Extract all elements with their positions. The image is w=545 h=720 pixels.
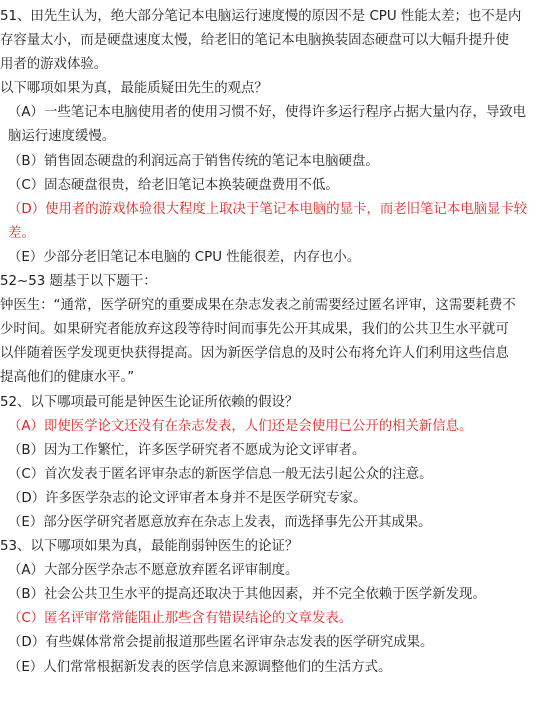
passage-line: 钟医生：“通常，医学研究的重要成果在杂志发表之前需要经过匿名评审，这需要耗费不	[0, 298, 516, 314]
option-line: （B）因为工作繁忙，许多医学研究者不愿成为论文评审者。	[8, 442, 366, 458]
q52-option-e	[0, 511, 545, 535]
q51-option-c	[0, 174, 545, 198]
option-line: （A）大部分医学杂志不愿意放弃匿名评审制度。	[8, 563, 299, 579]
q52-option-b	[0, 439, 545, 463]
q51-stem-line: 存容量太小，而是硬盘速度太慢，给老旧的笔记本电脑换装固态硬盘可以大幅升提升使	[0, 33, 509, 49]
q51-option-a	[0, 101, 545, 149]
q52-option-a-answer	[0, 415, 545, 439]
q53-option-e	[0, 656, 545, 680]
q51-stem-line: 51、田先生认为，绝大部分笔记本电脑运行速度慢的原因不是 CPU 性能太差；也不是内	[0, 9, 522, 24]
q52-question: 52、以下哪项最可能是钟医生论证所依赖的假设？	[0, 394, 299, 410]
option-line: （C）固态硬盘很贵，给老旧笔记本换装硬盘费用不低。	[8, 177, 339, 193]
q53-option-b	[0, 583, 545, 607]
option-line: （E）少部分老旧笔记本电脑的 CPU 性能很差，内存也小。	[8, 249, 361, 265]
option-line: （D）许多医学杂志的论文评审者本身并不是医学研究专家。	[8, 490, 367, 506]
q53-option-d	[0, 631, 545, 655]
passage	[0, 294, 545, 390]
option-line: 差。	[8, 225, 35, 241]
q51-question: 以下哪项如果为真，最能质疑田先生的观点？	[0, 81, 268, 97]
question-51	[0, 5, 545, 270]
q52-option-d	[0, 487, 545, 511]
option-line: （C）首次发表于匿名评审杂志的新医学信息一般无法引起公众的注意。	[8, 466, 433, 482]
q51-stem-line: 用者的游戏体验。	[0, 57, 108, 73]
q51-option-b	[0, 150, 545, 174]
option-line: （A）一些笔记本电脑使用者的使用习惯不好，使得许多运行程序占据大量内存，导致电	[8, 105, 527, 121]
question-53	[0, 535, 545, 680]
option-line: （B）社会公共卫生水平的提高还取决于其他因素，并不完全依赖于医学新发现。	[8, 587, 486, 603]
q53-question: 53、以下哪项如果为真，最能削弱钟医生的论证？	[0, 539, 299, 555]
passage-line: 少时间。如果研究者能放弃这段等待时间而事先公开其成果，我们的公共卫生水平就可	[0, 322, 509, 338]
option-line: （A）即使医学论文还没有在杂志发表，人们还是会使用已公开的相关新信息。	[8, 418, 473, 434]
option-line: （D）有些媒体常常会提前报道那些匿名评审杂志发表的医学研究成果。	[8, 635, 434, 651]
q53-option-c-answer	[0, 607, 545, 631]
passage-line: 提高他们的健康水平。”	[0, 370, 135, 386]
q51-option-e	[0, 246, 545, 270]
option-line: （E）部分医学研究者愿意放弃在杂志上发表，而选择事先公开其成果。	[8, 514, 432, 530]
passage-line: 以伴随着医学发现更快获得提高。因为新医学信息的及时公布将允许人们利用这些信息	[0, 346, 509, 362]
option-line: （B）销售固态硬盘的利润远高于销售传统的笔记本电脑硬盘。	[8, 153, 379, 169]
q51-option-d-answer	[0, 198, 545, 246]
option-line: 脑运行速度缓慢。	[8, 129, 116, 145]
shared-stem-header: 52~53 题基于以下题干：	[0, 274, 157, 290]
option-line: （C）匿名评审常常能阻止那些含有错误结论的文章发表。	[8, 611, 353, 627]
q53-option-a	[0, 559, 545, 583]
q52-option-c	[0, 463, 545, 487]
option-line: （E）人们常常根据新发表的医学信息来源调整他们的生活方式。	[8, 659, 392, 675]
question-52	[0, 391, 545, 536]
option-line: （D）使用者的游戏体验很大程度上取决于笔记本电脑的显卡，而老旧笔记本电脑显卡较	[8, 201, 528, 217]
